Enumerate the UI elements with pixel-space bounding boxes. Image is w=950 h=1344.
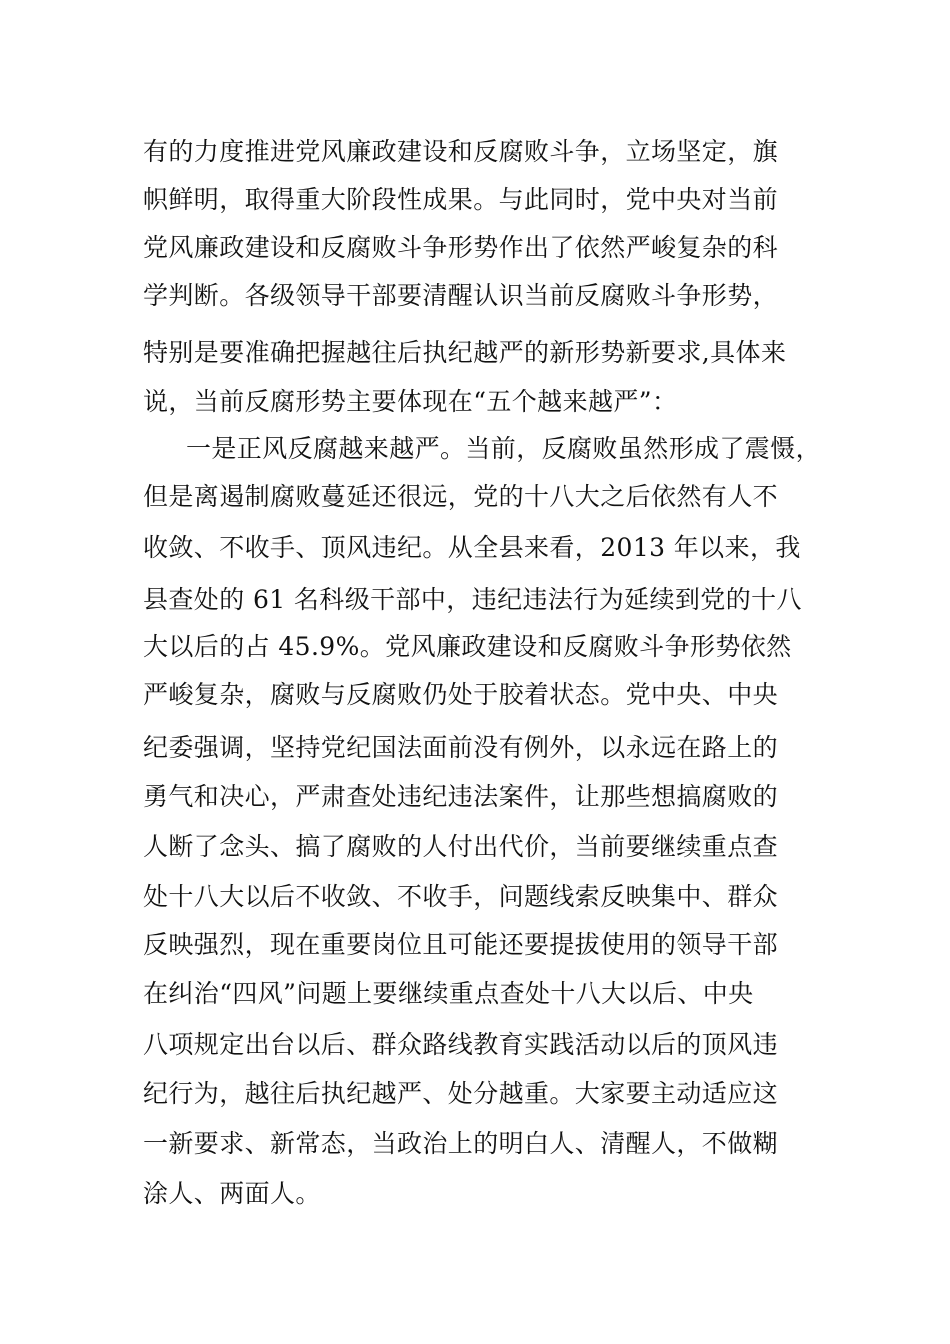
text-line: 大以后的占 45.9%。党风廉政建设和反腐败斗争形势依然 — [143, 632, 792, 661]
text-line: 在纠治“四风”问题上要继续重点查处十八大以后、中央 — [143, 979, 754, 1008]
text-line: 人断了念头、搞了腐败的人付出代价，当前要继续重点查 — [143, 832, 779, 861]
text-line: 有的力度推进党风廉政建设和反腐败斗争，立场坚定，旗 — [143, 137, 779, 166]
text-line: 学判断。各级领导干部要清醒认识当前反腐败斗争形势， — [143, 281, 779, 310]
text-line: 反映强烈，现在重要岗位且可能还要提拔使用的领导干部 — [143, 930, 779, 959]
text-line: 八项规定出台以后、群众路线教育实践活动以后的顶风违 — [143, 1030, 779, 1059]
text-line: 党风廉政建设和反腐败斗争形势作出了依然严峻复杂的科 — [143, 233, 779, 262]
text-line: 说，当前反腐形势主要体现在“五个越来越严”： — [143, 387, 678, 416]
text-line: 收敛、不收手、顶风违纪。从全县来看，2013 年以来，我 — [143, 533, 801, 562]
text-line: 纪委强调，坚持党纪国法面前没有例外，以永远在路上的 — [143, 733, 779, 762]
text-line: 一新要求、新常态，当政治上的明白人、清醒人，不做糊 — [143, 1129, 779, 1158]
text-line: 纪行为，越往后执纪越严、处分越重。大家要主动适应这 — [143, 1079, 779, 1108]
text-line: 处十八大以后不收敛、不收手，问题线索反映集中、群众 — [143, 882, 779, 911]
text-line: 县查处的 61 名科级干部中，违纪违法行为延续到党的十八 — [143, 585, 802, 614]
text-line: 勇气和决心，严肃查处违纪违法案件，让那些想搞腐败的 — [143, 782, 779, 811]
text-line: 涂人、两面人。 — [143, 1179, 321, 1208]
paragraph-first-line: 一是正风反腐越来越严。当前，反腐败虽然形成了震慑， — [186, 434, 822, 463]
text-line: 严峻复杂，腐败与反腐败仍处于胶着状态。党中央、中央 — [143, 680, 779, 709]
text-line: 帜鲜明，取得重大阶段性成果。与此同时，党中央对当前 — [143, 185, 779, 214]
text-line: 但是离遏制腐败蔓延还很远，党的十八大之后依然有人不 — [143, 482, 779, 511]
text-line: 特别是要准确把握越往后执纪越严的新形势新要求,具体来 — [143, 338, 787, 367]
